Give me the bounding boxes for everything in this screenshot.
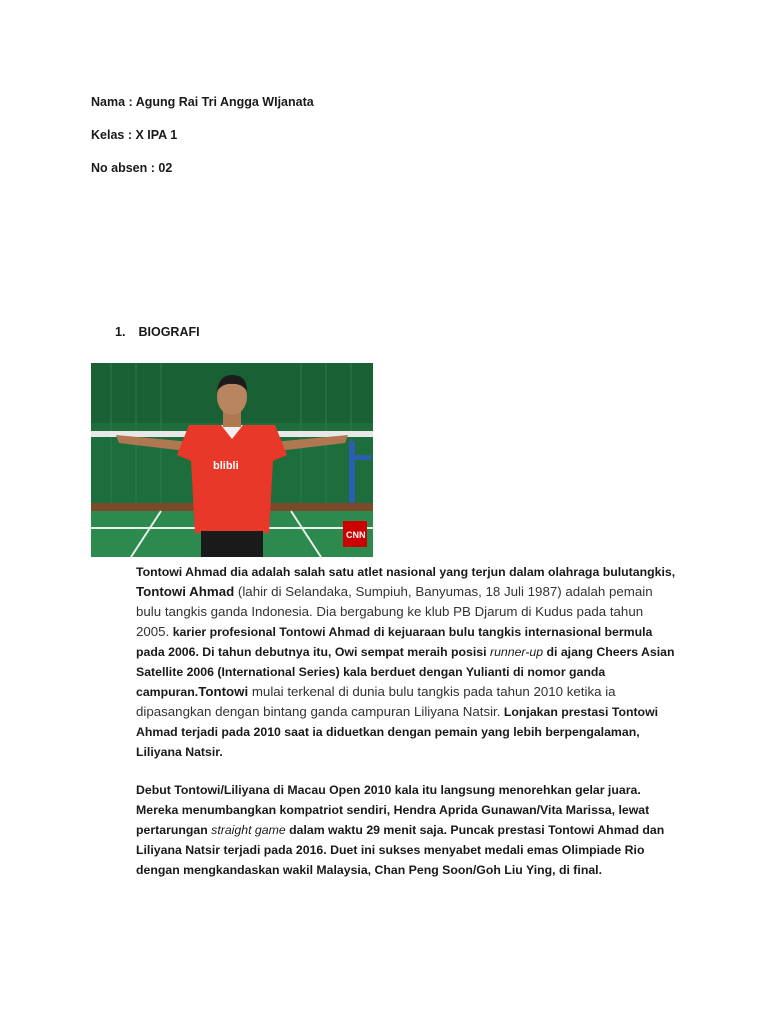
p1-sentence-8: Lonjakan prestasi Tontowi Ahmad terjadi pada 2010 saat ia diduetkan dengan pemain yang lebih berpengalaman, Liliyana Natsir. [136, 705, 659, 759]
student-class: Kelas : X IPA 1 [91, 128, 178, 142]
p1-sentence-5: di ajang Cheers Asian Satellite 2006 (International Series) kala berduet dengan Yulianti di nomor ganda campuran. [136, 645, 675, 699]
section-title: BIOGRAFI [138, 325, 200, 339]
p1-sentence-4: karier profesional Tontowi Ahmad di kejuaraan bulu tangkis internasional bermula pada 2006. Di tahun debutnya itu, Owi sempat meraih posisi [136, 625, 653, 659]
paragraph-2 [136, 780, 676, 880]
athlete-photo-illustration [91, 363, 373, 557]
p2-italic-straight-game: straight game [211, 823, 286, 837]
cnn-badge: CNN [346, 530, 366, 540]
student-name: Nama : Agung Rai Tri Angga WIjanata [91, 95, 314, 109]
student-absen: No absen : 02 [91, 161, 173, 175]
section-number: 1. [115, 325, 126, 339]
paragraph-1 [136, 562, 676, 762]
athlete-photo [91, 363, 373, 557]
p1-name-1: Tontowi Ahmad [136, 584, 235, 599]
p1-sentence-7: mulai terkenal di dunia bulu tangkis pada tahun 2010 ketika ia dipasangkan dengan bintang ganda campuran Liliyana Natsir. [136, 684, 616, 719]
shirt-logo: blibli [213, 460, 239, 472]
p2-sentence-1: Debut Tontowi/Liliyana di Macau Open 2010 kala itu langsung menorehkan gelar juara. Mereka menumbangkan kompatriot sendiri, Hendra Aprida Gunawan/Vita Marissa, lewat pertarungan [136, 783, 650, 837]
p1-italic-runner-up: runner-up [489, 645, 544, 659]
p1-sentence-3: (lahir di Selandaka, Sumpiuh, Banyumas, 18 Juli 1987) adalah pemain bulu tangkis ganda Indonesia. Dia bergabung ke klub PB Djarum di Kudus pada tahun 2005. [136, 584, 653, 639]
p2-sentence-2: dalam waktu 29 menit saja. Puncak prestasi Tontowi Ahmad dan Liliyana Natsir terjadi pada 2016. Duet ini sukses menyabet medali emas Olimpiade Rio dengan mengkandaskan wakil Malaysia, Chan Peng Soon/Goh Liu Ying, di final. [136, 823, 665, 877]
section-heading [115, 325, 200, 339]
p1-name-2: Tontowi [198, 684, 249, 699]
p1-sentence-1: Tontowi Ahmad dia adalah salah satu atlet nasional yang terjun dalam olahraga bulutangkis, [136, 565, 676, 579]
